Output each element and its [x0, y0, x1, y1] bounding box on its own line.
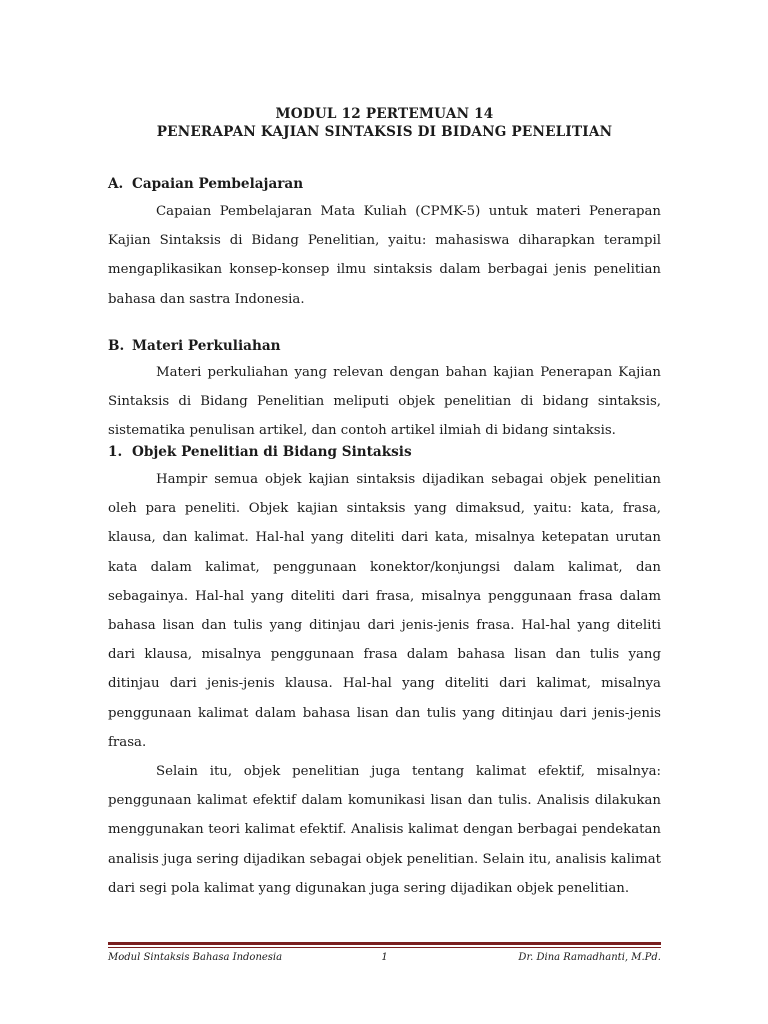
section-a-marker: A. [108, 176, 124, 192]
section-b-marker: B. [108, 338, 125, 354]
section-a-heading [108, 176, 303, 192]
subsection-1-heading-text: Objek Penelitian di Bidang Sintaksis [132, 444, 412, 460]
subsection-1-body [108, 465, 661, 903]
section-a-body [108, 197, 661, 314]
subsection-1-marker: 1. [108, 444, 123, 460]
document-title-line1: MODUL 12 PERTEMUAN 14 [275, 106, 494, 122]
section-b-body [108, 358, 661, 446]
section-b-heading-text: Materi Perkuliahan [132, 338, 281, 354]
subsection-1-paragraph-2: Selain itu, objek penelitian juga tentang kalimat efektif, misalnya: penggunaan kalimat efektif dalam komunikasi lisan dan tulis. Analisis dilakukan menggunakan teori kalimat efektif. Analisis kalimat dengan berbagai pendekatan analisis juga sering dijadikan sebagai objek penelitian. Selain itu, analisis kalimat dari segi pola kalimat yang digunakan juga sering dijadikan objek penelitian. [108, 764, 661, 896]
document-title-line2: PENERAPAN KAJIAN SINTAKSIS DI BIDANG PENELITIAN [156, 124, 613, 140]
footer-page-number: 1 [381, 952, 388, 963]
section-a-heading-text: Capaian Pembelajaran [132, 176, 304, 192]
section-a-paragraph: Capaian Pembelajaran Mata Kuliah (CPMK-5) untuk materi Penerapan Kajian Sintaksis di Bidang Penelitian, yaitu: mahasiswa diharapkan terampil mengaplikasikan konsep-konsep ilmu sintaksis dalam berbagai jenis penelitian bahasa dan sastra Indonesia. [108, 204, 661, 307]
section-b-heading [108, 338, 281, 354]
page-footer [108, 942, 661, 968]
subsection-1-paragraph-1: Hampir semua objek kajian sintaksis dijadikan sebagai objek penelitian oleh para peneliti. Objek kajian sintaksis yang dimaksud, yaitu: kata, frasa, klausa, dan kalimat. Hal-hal yang diteliti dari kata, misalnya ketepatan urutan kata dalam kalimat, penggunaan konektor/konjungsi dalam kalimat, dan sebagainya. Hal-hal yang diteliti dari frasa, misalnya penggunaan frasa dalam bahasa lisan dan tulis yang ditinjau dari jenis-jenis frasa. Hal-hal yang diteliti dari klausa, misalnya penggunaan frasa dalam bahasa lisan dan tulis yang ditinjau dari jenis-jenis klausa. Hal-hal yang diteliti dari kalimat, misalnya penggunaan kalimat dalam bahasa lisan dan tulis yang ditinjau dari jenis-jenis frasa. [108, 472, 661, 750]
footer-module-name: Modul Sintaksis Bahasa Indonesia [108, 952, 283, 963]
subsection-1-heading [108, 444, 412, 460]
footer-author: Dr. Dina Ramadhanti, M.Pd. [518, 952, 661, 963]
section-b-paragraph: Materi perkuliahan yang relevan dengan bahan kajian Penerapan Kajian Sintaksis di Bidang Penelitian meliputi objek penelitian di bidang sintaksis, sistematika penulisan artikel, dan contoh artikel ilmiah di bidang sintaksis. [108, 365, 661, 439]
footer-rule-thin [108, 947, 661, 948]
